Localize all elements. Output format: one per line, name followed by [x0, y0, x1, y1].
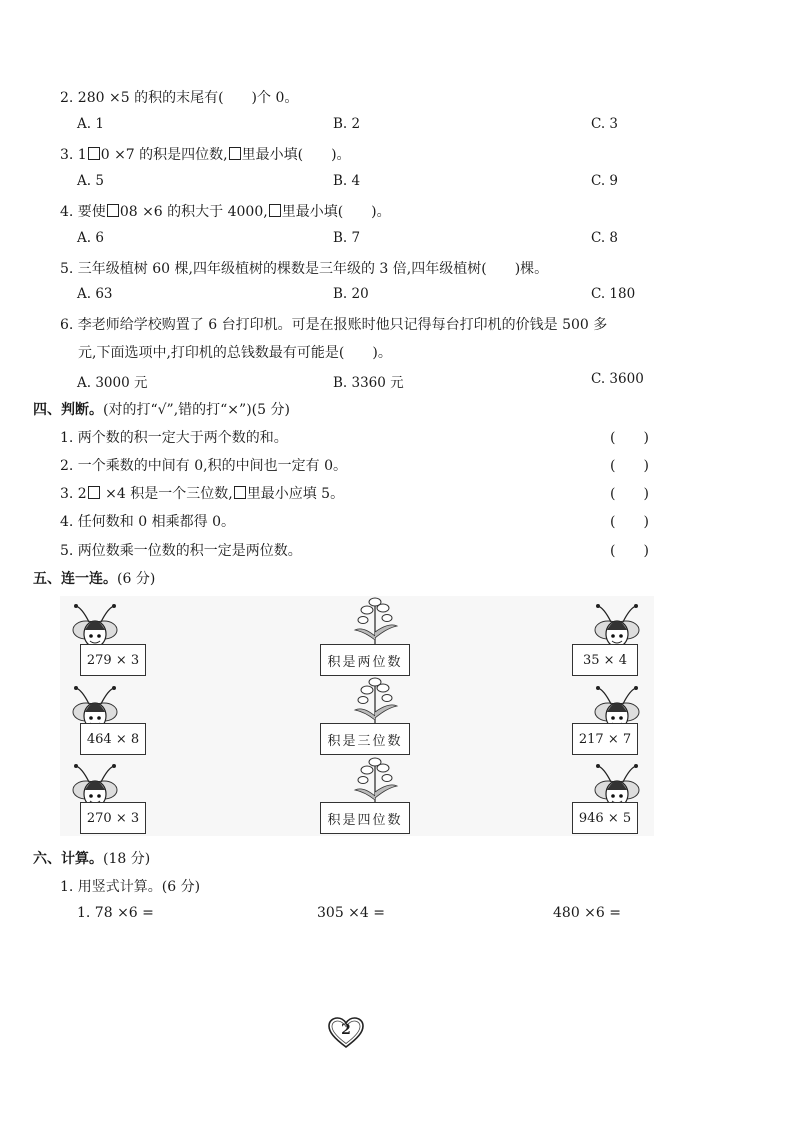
middle-card-3[interactable]: 积是四位数 [320, 802, 410, 834]
answer-paren[interactable]: ( ) [610, 430, 649, 446]
answer-paren[interactable]: ( ) [610, 458, 649, 474]
option-b[interactable]: B. 4 [333, 173, 361, 189]
answer-paren[interactable]: ( ) [610, 543, 649, 559]
judge-item-4: 4. 任何数和 0 相乘都得 0。 [60, 514, 235, 530]
option-b[interactable]: B. 7 [333, 230, 361, 246]
right-card-3[interactable]: 946 × 5 [572, 802, 638, 834]
option-c[interactable]: C. 180 [591, 286, 636, 302]
right-card-2[interactable]: 217 × 7 [572, 723, 638, 755]
judge-item-2: 2. 一个乘数的中间有 0,积的中间也一定有 0。 [60, 458, 347, 474]
matching-panel [60, 596, 654, 836]
option-c[interactable]: C. 8 [591, 230, 619, 246]
section-4-heading: 四、判断。(对的打“√”,错的打“×”)(5 分) [33, 402, 290, 418]
question-4: 4. 要使 08 ×6 的积大于 4000, 里最小填( )。 [60, 204, 391, 220]
option-c[interactable]: C. 9 [591, 173, 619, 189]
judge-item-3: 3. 2 ×4 积是一个三位数, 里最小应填 5。 [60, 486, 345, 502]
bee-icon [64, 600, 128, 650]
blank-square [234, 486, 246, 499]
option-b[interactable]: B. 3360 元 [333, 375, 404, 391]
right-card-1[interactable]: 35 × 4 [572, 644, 638, 676]
blank-square [229, 147, 241, 160]
option-a[interactable]: A. 6 [77, 230, 104, 246]
blank-square [269, 204, 281, 217]
option-a[interactable]: A. 1 [77, 116, 104, 132]
question-2: 2. 280 ×5 的积的末尾有( )个 0。 [60, 90, 299, 106]
calc-expression-1: 1. 78 ×6 = [77, 905, 154, 921]
blank-square [88, 486, 100, 499]
option-c[interactable]: C. 3 [591, 116, 619, 132]
option-b[interactable]: B. 2 [333, 116, 361, 132]
blank-square [107, 204, 119, 217]
calc-expression-2: 305 ×4 = [317, 905, 385, 921]
blank-square [88, 147, 100, 160]
option-a[interactable]: A. 63 [77, 286, 113, 302]
judge-item-1: 1. 两个数的积一定大于两个数的和。 [60, 430, 288, 446]
section-5-heading: 五、连一连。(6 分) [33, 571, 156, 587]
answer-paren[interactable]: ( ) [610, 514, 649, 530]
middle-card-1[interactable]: 积是两位数 [320, 644, 410, 676]
question-5: 5. 三年级植树 60 棵,四年级植树的棵数是三年级的 3 倍,四年级植树( )棵。 [60, 261, 549, 277]
judge-item-5: 5. 两位数乘一位数的积一定是两位数。 [60, 543, 302, 559]
left-card-2[interactable]: 464 × 8 [80, 723, 146, 755]
left-card-3[interactable]: 270 × 3 [80, 802, 146, 834]
middle-card-2[interactable]: 积是三位数 [320, 723, 410, 755]
section-6-heading: 六、计算。(18 分) [33, 851, 151, 867]
option-b[interactable]: B. 20 [333, 286, 369, 302]
option-c[interactable]: C. 3600 [591, 371, 644, 387]
page-number: 2 [341, 1022, 351, 1038]
option-a[interactable]: A. 5 [77, 173, 104, 189]
question-3: 3. 1 0 ×7 的积是四位数, 里最小填( )。 [60, 147, 351, 163]
calc-subheading: 1. 用竖式计算。(6 分) [60, 879, 201, 895]
bee-icon [586, 600, 650, 650]
calc-expression-3: 480 ×6 = [553, 905, 621, 921]
left-card-1[interactable]: 279 × 3 [80, 644, 146, 676]
question-6-continued: 元,下面选项中,打印机的总钱数最有可能是( )。 [78, 345, 392, 361]
question-6: 6. 李老师给学校购置了 6 台打印机。可是在报账时他只记得每台打印机的价钱是 500 多 [60, 317, 608, 333]
option-a[interactable]: A. 3000 元 [77, 375, 148, 391]
answer-paren[interactable]: ( ) [610, 486, 649, 502]
